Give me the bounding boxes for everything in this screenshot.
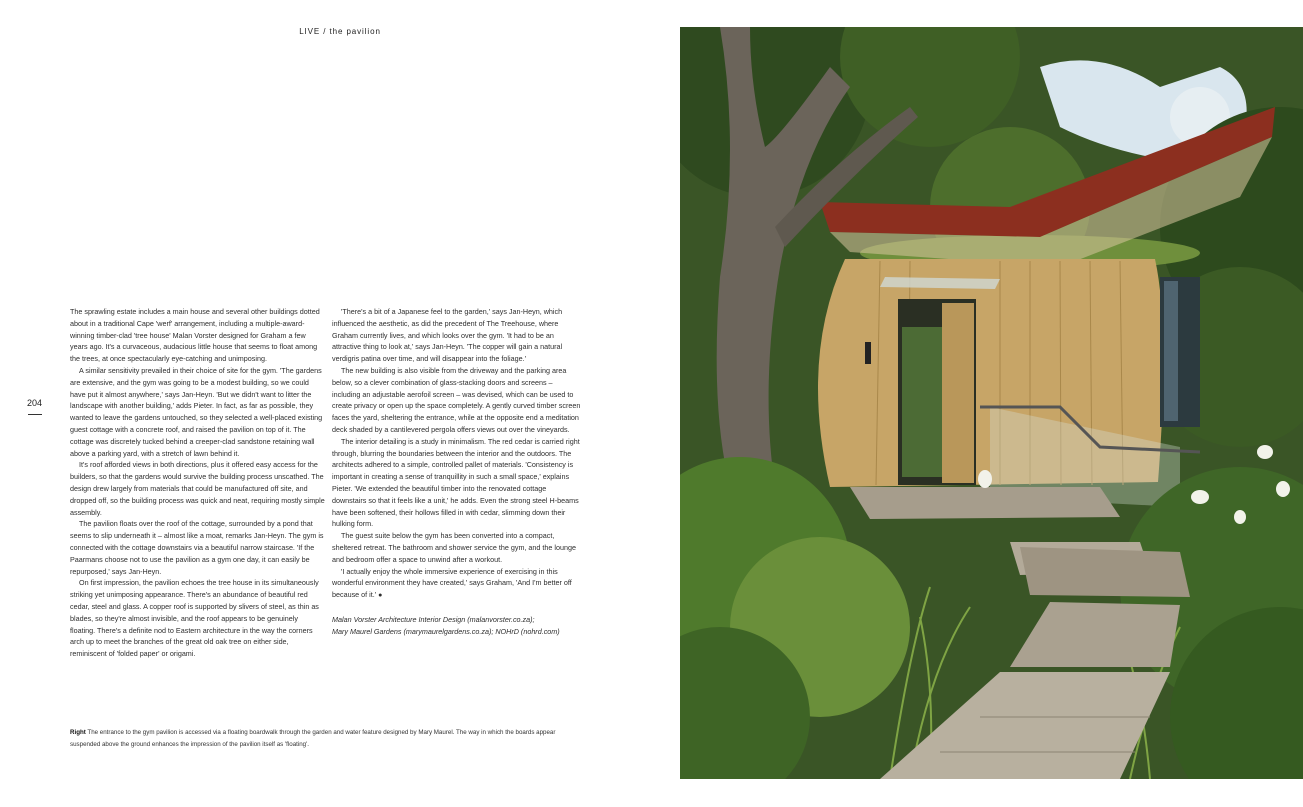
pavilion-photo	[680, 27, 1303, 779]
paragraph: The pavilion floats over the roof of the cottage, surrounded by a pond that seems to slip underneath it – almost like a moat, remarks Jan-Heyn. The gym is connected with the cottage downstairs via a beautiful narrow staircase. 'If the Paarmans choose not to use the pavilion as a gym one day, it can easily be repurposed,' says Jan-Heyn.	[70, 519, 324, 576]
page-number: 204	[27, 398, 43, 408]
credit-line: Malan Vorster Architecture Interior Design (malanvorster.co.za);	[332, 614, 535, 624]
paragraph: The interior detailing is a study in minimalism. The red cedar is carried right through, blurring the boundaries between the interior and the outdoors. The architects adhered to a simple, controlled pallet of materials. 'Consistency is important in creating a sense of tranquillity in such a small space,' explains Pieter. 'We extended the beautiful timber into the renovated cottage downstairs so that it feels like a unit,' he adds. Even the strong steel H-beams have been softened, their hollows filled in with cedar, slimming down their hulking form.	[332, 436, 580, 529]
paragraph: The sprawling estate includes a main house and several other buildings dotted about in a traditional Cape 'werf' arrangement, including a multiple-award-winning timber-clad 'tree house' Malan Vorster designed for Graham a few years ago. It's a curvaceous, audacious little house that seems to float among the trees, at once spectacularly eye-catching and unimposing.	[70, 307, 320, 364]
source-credits	[332, 614, 582, 638]
paragraph: 'There's a bit of a Japanese feel to the garden,' says Jan-Heyn, which influenced the aesthetic, as did the precedent of The Treehouse, where Graham currently lives, and which looks over the gym. 'It had to be an attractive thing to look at,' says Jan-Heyn. 'The copper will gain a natural verdigris patina over time, and will disappear into the foliage.'	[332, 307, 563, 364]
pavilion-illustration	[680, 27, 1303, 779]
photo-caption	[70, 727, 585, 750]
caption-lead: Right	[70, 729, 86, 736]
page-number-rule	[28, 414, 42, 415]
body-column-right	[332, 306, 582, 638]
paragraph: The guest suite below the gym has been converted into a compact, sheltered retreat. The bathroom and shower service the gym, and the lounge and bedroom offer a space to unwind after a workout.	[332, 531, 576, 564]
closing-paragraph: 'I actually enjoy the whole immersive experience of exercising in this wonderful environment they have created,' says Graham, 'And I'm better off because of it.' ●	[332, 566, 582, 602]
credit-line: Mary Maurel Gardens (marymaurelgardens.co.za); NOHrD (nohrd.com)	[332, 626, 560, 636]
paragraph: On first impression, the pavilion echoes the tree house in its simultaneously striking yet unimposing appearance. There's an abundance of beautiful red cedar, steel and glass. A copper roof is supported by slivers of steel, as thin as blades, so they're almost invisible, and the roof appears to be genuinely floating. There's a definite nod to Eastern architecture in the way the corners arch up to meet the branches of the great old oak tree on either side, reminiscent of 'folded paper' or origami.	[70, 578, 319, 659]
caption-text: The entrance to the gym pavilion is accessed via a floating boardwalk through the garden and water feature designed by Mary Maurel. The way in which the boards appear suspended above the ground enhances the impression of the pavilion itself as 'floating'.	[70, 729, 556, 748]
paragraph: It's roof afforded views in both directions, plus it offered easy access for the builders, so that the gardens would survive the building process unscathed. The design drew largely from materials that could be manufactured off site, and dropped off, so the building process was quick and neat, requiring mostly simple assembly.	[70, 460, 325, 517]
body-column-left	[70, 306, 325, 660]
paragraph: A similar sensitivity prevailed in their choice of site for the gym. 'The gardens are extensive, and the gym was going to be a modest building, so we could have put it almost anywhere,' says Jan-Heyn. 'But we didn't want to litter the landscape with another building,' adds Pieter. In fact, as far as possible, they wanted to leave the gardens untouched, so they selected a well-placed existing guest cottage with a concrete roof, and raised the pavilion on top of it. The cottage was discretely tucked behind a creeper-clad sandstone retaining wall above a parking yard, with a stretch of lawn behind it.	[70, 365, 323, 458]
running-head: LIVE / the pavilion	[299, 27, 381, 36]
paragraph: The new building is also visible from the driveway and the parking area below, so a clever combination of glass-stacking doors and screens – including an adjustable aerofoil screen – was devised, which can be used to create privacy or open up the space completely. A gently curved timber screen faces the yard, sheltering the entrance, while at the opposite end a meditation deck shaded by a cantilevered pergola offers views out over the vineyards.	[332, 365, 581, 434]
